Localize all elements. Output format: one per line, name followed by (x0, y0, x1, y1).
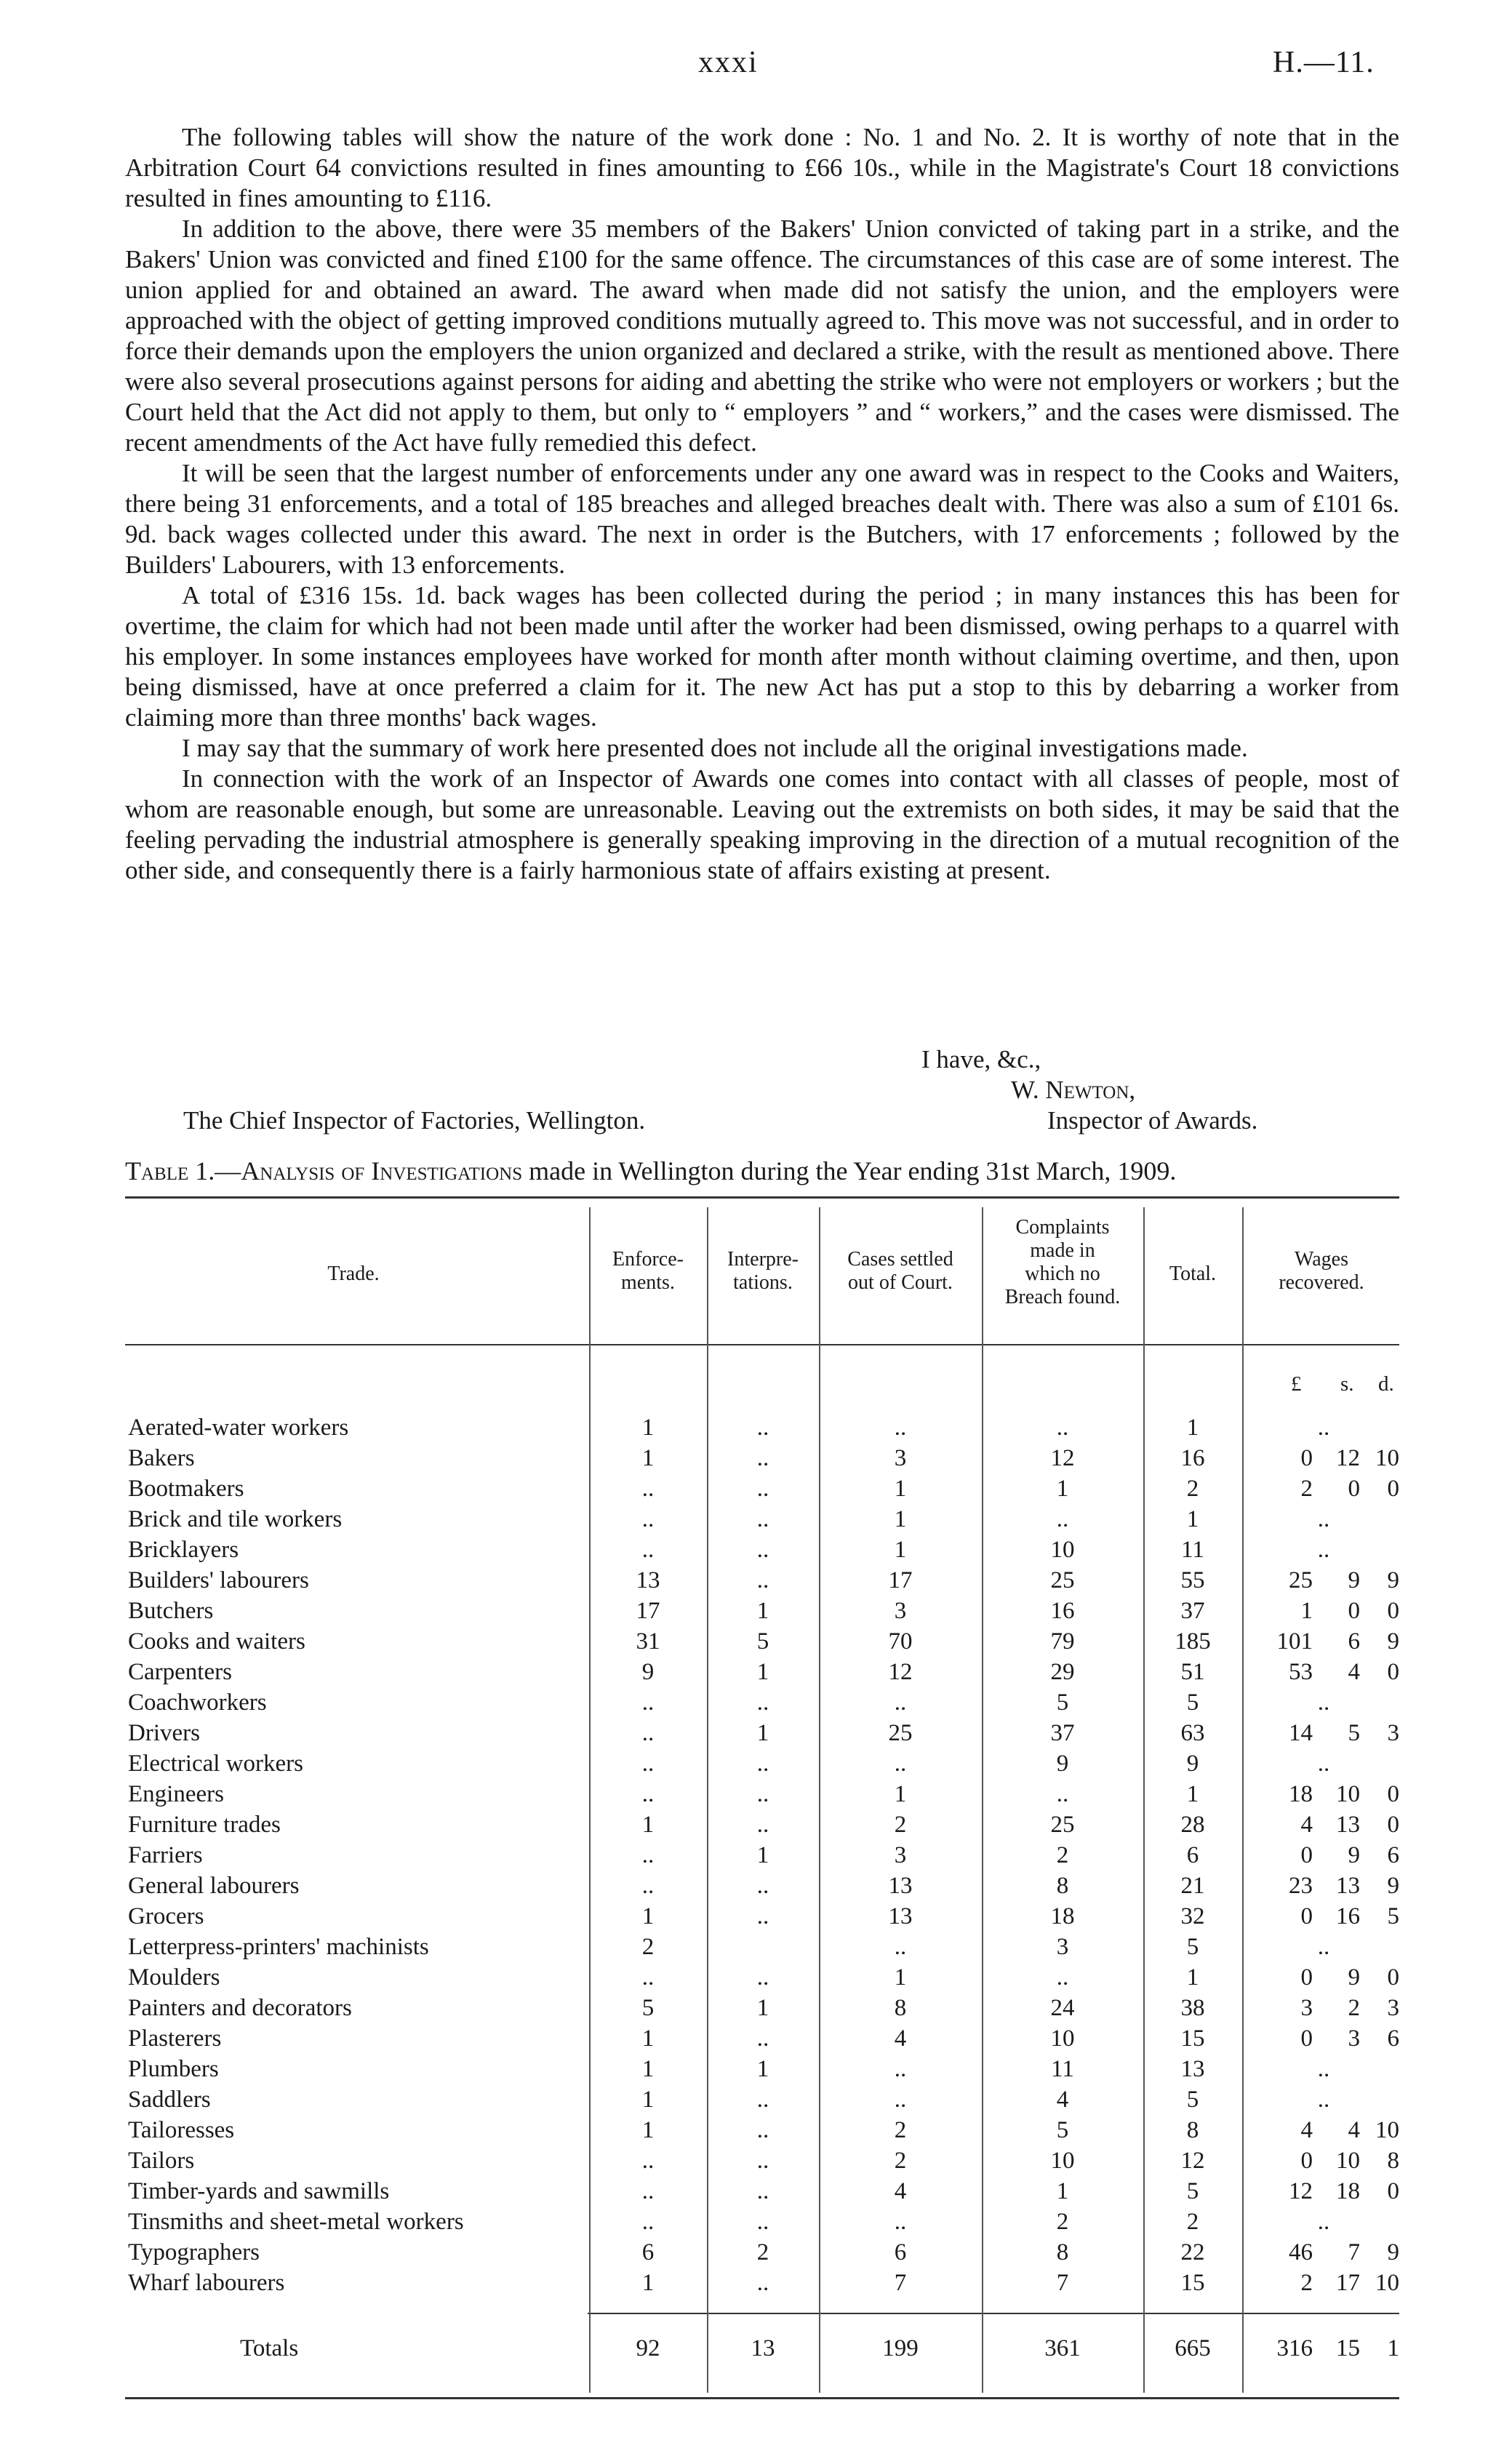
table-row-7-int: 1 (756, 1598, 769, 1624)
table-row-10-com: 5 (1056, 1689, 1069, 1716)
table-row-12-wages: .. (1317, 1751, 1330, 1777)
table-row-4-int: .. (756, 1506, 769, 1532)
table-row-13-trade: Engineers (128, 1781, 224, 1807)
table-row-6-int: .. (756, 1567, 769, 1593)
table-row-19-enf: .. (641, 1964, 655, 1991)
table-row-29-cas: 7 (894, 2270, 907, 2296)
table-title (125, 1156, 1176, 1186)
table-row-26-pence: 0 (1387, 2178, 1399, 2204)
page-number: xxxi (698, 46, 759, 79)
table-row-25-shillings: 10 (1336, 2148, 1360, 2174)
table-bottom-rule (125, 2397, 1399, 2399)
table-row-23-wages: .. (1317, 2087, 1330, 2113)
table-row-22-int: 1 (756, 2056, 769, 2082)
table-row-16-cas: 13 (888, 1873, 913, 1899)
table-row-3-pounds: 2 (1300, 1476, 1313, 1502)
table-row-1-int: .. (756, 1415, 769, 1441)
totals-row-pence: 1 (1387, 2335, 1399, 2361)
table-row-15-pounds: 0 (1300, 1842, 1313, 1868)
table-row-16-pounds: 23 (1289, 1873, 1313, 1899)
table-row-2-int: .. (756, 1445, 769, 1471)
table-row-5-trade: Bricklayers (128, 1537, 239, 1563)
table-row-24-pence: 10 (1375, 2117, 1399, 2143)
totals-top-rule (588, 2313, 1399, 2314)
table-row-8-tot: 185 (1175, 1628, 1211, 1655)
table-title-suffix: made in Wellington during the Year ending 31st March, 1909. (529, 1156, 1177, 1185)
table-row-15-tot: 6 (1186, 1842, 1199, 1868)
table-row-13-int: .. (756, 1781, 769, 1807)
table-row-14-enf: 1 (641, 1812, 655, 1838)
table-row-14-int: .. (756, 1812, 769, 1838)
signatory-name: W. Newton, (1011, 1076, 1136, 1104)
totals-row-pounds: 316 (1276, 2335, 1313, 2361)
table-row-16-pence: 9 (1387, 1873, 1399, 1899)
table-row-4-trade: Brick and tile workers (128, 1506, 343, 1532)
table-row-8-trade: Cooks and waiters (128, 1628, 305, 1655)
table-row-17-tot: 32 (1180, 1903, 1205, 1929)
table-row-24-com: 5 (1056, 2117, 1069, 2143)
table-row-20-cas: 8 (894, 1995, 907, 2021)
totals-row-shillings: 15 (1336, 2335, 1360, 2361)
table-row-1-tot: 1 (1186, 1415, 1199, 1441)
table-row-23-enf: 1 (641, 2087, 655, 2113)
table-row-14-shillings: 13 (1336, 1812, 1360, 1838)
table-row-24-pounds: 4 (1300, 2117, 1313, 2143)
table-row-10-int: .. (756, 1689, 769, 1716)
table-row-9-pence: 0 (1387, 1659, 1399, 1685)
table-row-17-enf: 1 (641, 1903, 655, 1929)
table-row-21-cas: 4 (894, 2025, 907, 2052)
table-row-29-pounds: 2 (1300, 2270, 1313, 2296)
table-row-10-enf: .. (641, 1689, 655, 1716)
table-row-24-cas: 2 (894, 2117, 907, 2143)
table-row-20-pence: 3 (1387, 1995, 1399, 2021)
table-row-20-int: 1 (756, 1995, 769, 2021)
table-row-4-enf: .. (641, 1506, 655, 1532)
table-row-18-enf: 2 (641, 1934, 655, 1960)
signatory-title: Inspector of Awards. (1047, 1106, 1258, 1135)
table-row-7-com: 16 (1050, 1598, 1075, 1624)
table-row-2-pence: 10 (1375, 1445, 1399, 1471)
table-row-23-int: .. (756, 2087, 769, 2113)
table-row-3-enf: .. (641, 1476, 655, 1502)
table-row-27-trade: Tinsmiths and sheet-metal workers (128, 2209, 464, 2235)
table-row-17-pounds: 0 (1300, 1903, 1313, 1929)
table-row-1-enf: 1 (641, 1415, 655, 1441)
table-row-11-int: 1 (756, 1720, 769, 1746)
header-bottom-rule (125, 1344, 1399, 1345)
paragraph-6: In connection with the work of an Inspector of Awards one comes into contact with all classes of people, most of whom are reasonable enough, but some are unreasonable. Leaving out the extremists on both sides, it may be said that the feeling pervading the industrial atmosphere is generally speaking improving in the direction of a mutual recognition of the other side, and consequently there is a fairly harmonious state of affairs existing at present. (125, 764, 1399, 884)
table-row-20-trade: Painters and decorators (128, 1995, 352, 2021)
table-row-14-cas: 2 (894, 1812, 907, 1838)
table-row-3-int: .. (756, 1476, 769, 1502)
table-row-17-pence: 5 (1387, 1903, 1399, 1929)
table-row-28-com: 8 (1056, 2239, 1069, 2265)
table-row-28-int: 2 (756, 2239, 769, 2265)
table-row-3-shillings: 0 (1348, 1476, 1360, 1502)
table-row-4-com: .. (1056, 1506, 1069, 1532)
table-row-27-com: 2 (1056, 2209, 1069, 2235)
table-row-26-tot: 5 (1186, 2178, 1199, 2204)
table-row-2-trade: Bakers (128, 1445, 195, 1471)
column-header-total: Total. (1169, 1263, 1217, 1285)
totals-row-int: 13 (751, 2335, 775, 2361)
table-row-13-enf: .. (641, 1781, 655, 1807)
totals-row-cas: 199 (882, 2335, 919, 2361)
table-row-9-enf: 9 (641, 1659, 655, 1685)
table-row-22-cas: .. (894, 2056, 907, 2082)
table-row-5-enf: .. (641, 1537, 655, 1563)
totals-row-enf: 92 (636, 2335, 660, 2361)
table-row-26-int: .. (756, 2178, 769, 2204)
table-row-24-trade: Tailoresses (128, 2117, 235, 2143)
table-row-29-int: .. (756, 2270, 769, 2296)
table-row-1-com: .. (1056, 1415, 1069, 1441)
table-row-29-trade: Wharf labourers (128, 2270, 285, 2296)
table-row-8-cas: 70 (888, 1628, 913, 1655)
totals-row-tot: 665 (1175, 2335, 1211, 2361)
totals-row-trade: Totals (240, 2335, 299, 2361)
table-row-19-pence: 0 (1387, 1964, 1399, 1991)
table-row-12-trade: Electrical workers (128, 1751, 303, 1777)
table-row-20-tot: 38 (1180, 1995, 1205, 2021)
paragraph-3: It will be seen that the largest number of enforcements under any one award was in respect to the Cooks and Waiters, there being 31 enforcements, and a total of 185 breaches and alleged breaches dealt with. There was also a sum of £101 6s. 9d. back wages collected under this award. The next in order is the Butchers, with 17 enforcements ; followed by the Builders' Labourers, with 13 enforcements. (125, 459, 1399, 579)
table-row-3-com: 1 (1056, 1476, 1069, 1502)
paragraph-1: The following tables will show the nature of the work done : No. 1 and No. 2. It is worthy of note that in the Arbitration Court 64 convictions resulted in fines amounting to £66 10s., while in the Magistrate's Court 18 convictions resulted in fines amounting to £116. (125, 123, 1399, 212)
table-row-17-trade: Grocers (128, 1903, 204, 1929)
column-header-cases_settled: Cases settled out of Court. (847, 1248, 953, 1294)
table-row-10-wages: .. (1317, 1689, 1330, 1716)
table-row-28-pounds: 46 (1289, 2239, 1313, 2265)
table-row-3-tot: 2 (1186, 1476, 1199, 1502)
table-row-11-cas: 25 (888, 1720, 913, 1746)
table-row-17-shillings: 16 (1336, 1903, 1360, 1929)
table-row-13-com: .. (1056, 1781, 1069, 1807)
table-row-19-int: .. (756, 1964, 769, 1991)
table-row-26-pounds: 12 (1289, 2178, 1313, 2204)
report-body (125, 122, 1399, 886)
table-row-11-shillings: 5 (1348, 1720, 1360, 1746)
pence-unit: d. (1378, 1372, 1394, 1396)
table-row-22-enf: 1 (641, 2056, 655, 2082)
table-row-18-tot: 5 (1186, 1934, 1199, 1960)
table-row-18-wages: .. (1317, 1934, 1330, 1960)
table-row-28-pence: 9 (1387, 2239, 1399, 2265)
table-title-prefix: Table 1.—Analysis of Investigations (125, 1156, 523, 1185)
pounds-unit: £ (1291, 1372, 1302, 1396)
table-row-28-shillings: 7 (1348, 2239, 1360, 2265)
table-row-8-pence: 9 (1387, 1628, 1399, 1655)
table-row-2-cas: 3 (894, 1445, 907, 1471)
table-row-23-trade: Saddlers (128, 2087, 211, 2113)
table-row-3-pence: 0 (1387, 1476, 1399, 1502)
shillings-unit: s. (1340, 1372, 1354, 1396)
table-row-15-cas: 3 (894, 1842, 907, 1868)
table-row-6-pounds: 25 (1289, 1567, 1313, 1593)
table-row-21-shillings: 3 (1348, 2025, 1360, 2052)
table-row-10-trade: Coachworkers (128, 1689, 267, 1716)
table-row-7-tot: 37 (1180, 1598, 1205, 1624)
table-row-12-int: .. (756, 1751, 769, 1777)
table-row-8-com: 79 (1050, 1628, 1075, 1655)
column-header-trade: Trade. (327, 1263, 380, 1285)
column-header-wages: Wages recovered. (1279, 1248, 1364, 1294)
table-row-14-pounds: 4 (1300, 1812, 1313, 1838)
table-row-25-int: .. (756, 2148, 769, 2174)
table-row-8-int: 5 (756, 1628, 769, 1655)
table-row-24-int: .. (756, 2117, 769, 2143)
table-row-18-com: 3 (1056, 1934, 1069, 1960)
table-row-15-enf: .. (641, 1842, 655, 1868)
table-row-2-pounds: 0 (1300, 1445, 1313, 1471)
table-row-6-trade: Builders' labourers (128, 1567, 309, 1593)
table-row-19-trade: Moulders (128, 1964, 220, 1991)
table-row-27-cas: .. (894, 2209, 907, 2235)
table-row-16-shillings: 13 (1336, 1873, 1360, 1899)
table-row-19-cas: 1 (894, 1964, 907, 1991)
table-row-9-com: 29 (1050, 1659, 1075, 1685)
table-row-5-int: .. (756, 1537, 769, 1563)
table-row-14-trade: Furniture trades (128, 1812, 281, 1838)
table-row-26-shillings: 18 (1336, 2178, 1360, 2204)
column-header-enforcements: Enforce- ments. (612, 1248, 684, 1294)
table-row-8-enf: 31 (636, 1628, 660, 1655)
table-row-19-shillings: 9 (1348, 1964, 1360, 1991)
table-row-6-pence: 9 (1387, 1567, 1399, 1593)
table-row-7-cas: 3 (894, 1598, 907, 1624)
table-row-14-tot: 28 (1180, 1812, 1205, 1838)
table-row-18-cas: .. (894, 1934, 907, 1960)
table-row-9-pounds: 53 (1289, 1659, 1313, 1685)
table-row-28-enf: 6 (641, 2239, 655, 2265)
table-row-28-cas: 6 (894, 2239, 907, 2265)
table-row-20-com: 24 (1050, 1995, 1075, 2021)
table-row-7-pounds: 1 (1300, 1598, 1313, 1624)
table-row-13-pounds: 18 (1289, 1781, 1313, 1807)
table-row-20-shillings: 2 (1348, 1995, 1360, 2021)
table-row-4-tot: 1 (1186, 1506, 1199, 1532)
table-row-26-com: 1 (1056, 2178, 1069, 2204)
table-row-15-com: 2 (1056, 1842, 1069, 1868)
table-row-25-pence: 8 (1387, 2148, 1399, 2174)
table-row-9-cas: 12 (888, 1659, 913, 1685)
table-row-28-trade: Typographers (128, 2239, 260, 2265)
table-row-6-shillings: 9 (1348, 1567, 1360, 1593)
table-row-21-com: 10 (1050, 2025, 1075, 2052)
table-row-29-enf: 1 (641, 2270, 655, 2296)
table-row-25-cas: 2 (894, 2148, 907, 2174)
table-row-3-cas: 1 (894, 1476, 907, 1502)
table-row-27-enf: .. (641, 2209, 655, 2235)
table-row-22-trade: Plumbers (128, 2056, 219, 2082)
table-row-15-int: 1 (756, 1842, 769, 1868)
table-row-1-cas: .. (894, 1415, 907, 1441)
table-row-16-trade: General labourers (128, 1873, 300, 1899)
paragraph-5: I may say that the summary of work here presented does not include all the original investigations made. (182, 734, 1248, 762)
table-row-21-int: .. (756, 2025, 769, 2052)
table-row-11-com: 37 (1050, 1720, 1075, 1746)
table-row-25-trade: Tailors (128, 2148, 195, 2174)
table-row-23-tot: 5 (1186, 2087, 1199, 2113)
table-row-19-com: .. (1056, 1964, 1069, 1991)
table-row-13-tot: 1 (1186, 1781, 1199, 1807)
table-row-25-pounds: 0 (1300, 2148, 1313, 2174)
table-row-1-wages: .. (1317, 1415, 1330, 1441)
table-row-15-shillings: 9 (1348, 1842, 1360, 1868)
table-row-17-cas: 13 (888, 1903, 913, 1929)
table-row-21-pounds: 0 (1300, 2025, 1313, 2052)
table-row-22-wages: .. (1317, 2056, 1330, 2082)
table-row-5-tot: 11 (1181, 1537, 1204, 1563)
table-row-21-tot: 15 (1180, 2025, 1205, 2052)
table-row-9-trade: Carpenters (128, 1659, 232, 1685)
table-row-12-cas: .. (894, 1751, 907, 1777)
table-row-12-com: 9 (1056, 1751, 1069, 1777)
table-row-7-enf: 17 (636, 1598, 660, 1624)
table-row-8-pounds: 101 (1276, 1628, 1313, 1655)
table-row-13-pence: 0 (1387, 1781, 1399, 1807)
table-row-11-pence: 3 (1387, 1720, 1399, 1746)
table-top-rule (125, 1196, 1399, 1199)
table-row-11-enf: .. (641, 1720, 655, 1746)
table-row-22-com: 11 (1051, 2056, 1074, 2082)
table-row-11-trade: Drivers (128, 1720, 200, 1746)
table-row-17-int: .. (756, 1903, 769, 1929)
table-row-7-trade: Butchers (128, 1598, 214, 1624)
table-row-12-tot: 9 (1186, 1751, 1199, 1777)
document-id: H.—11. (1273, 46, 1375, 79)
table-row-26-enf: .. (641, 2178, 655, 2204)
table-row-26-cas: 4 (894, 2178, 907, 2204)
table-row-16-enf: .. (641, 1873, 655, 1899)
table-row-24-tot: 8 (1186, 2117, 1199, 2143)
table-row-10-cas: .. (894, 1689, 907, 1716)
table-row-25-enf: .. (641, 2148, 655, 2174)
column-rule-6 (1242, 1207, 1244, 2393)
table-row-26-trade: Timber-yards and sawmills (128, 2178, 390, 2204)
table-row-29-com: 7 (1056, 2270, 1069, 2296)
table-row-5-wages: .. (1317, 1537, 1330, 1563)
table-row-7-shillings: 0 (1348, 1598, 1360, 1624)
table-row-4-wages: .. (1317, 1506, 1330, 1532)
table-row-9-tot: 51 (1180, 1659, 1205, 1685)
table-row-10-tot: 5 (1186, 1689, 1199, 1716)
table-row-6-cas: 17 (888, 1567, 913, 1593)
table-row-16-tot: 21 (1180, 1873, 1205, 1899)
table-row-22-tot: 13 (1180, 2056, 1205, 2082)
addressee: The Chief Inspector of Factories, Wellington. (183, 1106, 646, 1135)
table-row-2-shillings: 12 (1336, 1445, 1360, 1471)
table-row-28-tot: 22 (1180, 2239, 1205, 2265)
column-header-interpretations: Interpre- tations. (727, 1248, 799, 1294)
table-row-13-cas: 1 (894, 1781, 907, 1807)
table-row-5-cas: 1 (894, 1537, 907, 1563)
table-row-4-cas: 1 (894, 1506, 907, 1532)
table-row-20-pounds: 3 (1300, 1995, 1313, 2021)
table-row-29-pence: 10 (1375, 2270, 1399, 2296)
table-row-21-enf: 1 (641, 2025, 655, 2052)
table-row-6-enf: 13 (636, 1567, 660, 1593)
table-row-20-enf: 5 (641, 1995, 655, 2021)
table-row-25-com: 10 (1050, 2148, 1075, 2174)
table-row-21-trade: Plasterers (128, 2025, 222, 2052)
table-row-27-int: .. (756, 2209, 769, 2235)
table-row-3-trade: Bootmakers (128, 1476, 244, 1502)
table-row-19-tot: 1 (1186, 1964, 1199, 1991)
table-row-25-tot: 12 (1180, 2148, 1205, 2174)
table-row-14-pence: 0 (1387, 1812, 1399, 1838)
table-row-2-tot: 16 (1180, 1445, 1205, 1471)
table-row-16-int: .. (756, 1873, 769, 1899)
paragraph-2: In addition to the above, there were 35 members of the Bakers' Union convicted of taking part in a strike, and the Bakers' Union was convicted and fined £100 for the same offence. The circumstances of this case are of some interest. The union applied for and obtained an award. The award when made did not satisfy the union, and the employers were approached with the object of getting improved conditions mutually agreed to. This move was not successful, and in order to force their demands upon the employers the union organized and declared a strike, with the result as mentioned above. There were also several prosecutions against persons for aiding and abetting the strike who were not employers or workers ; but the Court held that the Act did not apply to them, but only to “ employers ” and “ workers,” and the cases were dismissed. The recent amendments of the Act have fully remedied this defect. (125, 215, 1399, 457)
table-row-17-com: 18 (1050, 1903, 1075, 1929)
table-row-9-int: 1 (756, 1659, 769, 1685)
table-row-5-com: 10 (1050, 1537, 1075, 1563)
table-row-9-shillings: 4 (1348, 1659, 1360, 1685)
table-row-11-pounds: 14 (1289, 1720, 1313, 1746)
table-row-23-com: 4 (1056, 2087, 1069, 2113)
table-row-2-com: 12 (1050, 1445, 1075, 1471)
table-row-29-tot: 15 (1180, 2270, 1205, 2296)
table-row-29-shillings: 17 (1336, 2270, 1360, 2296)
table-row-27-tot: 2 (1186, 2209, 1199, 2235)
paragraph-4: A total of £316 15s. 1d. back wages has been collected during the period ; in many instances this has been for overtime, the claim for which had not been made until after the worker had been dismissed, owing perhaps to a quarrel with his employer. In some instances employees have worked for month after month without claiming overtime, and then, upon being dismissed, have at once preferred a claim for it. The new Act has put a stop to this by debarring a worker from claiming more than three months' back wages. (125, 581, 1399, 732)
column-header-complaints: Complaints made in which no Breach found. (1004, 1216, 1121, 1308)
table-row-18-trade: Letterpress-printers' machinists (128, 1934, 429, 1960)
table-row-24-enf: 1 (641, 2117, 655, 2143)
table-row-16-com: 8 (1056, 1873, 1069, 1899)
table-row-6-com: 25 (1050, 1567, 1075, 1593)
table-row-23-cas: .. (894, 2087, 907, 2113)
table-row-8-shillings: 6 (1348, 1628, 1360, 1655)
table-row-6-tot: 55 (1180, 1567, 1205, 1593)
closing-line: I have, &c., (921, 1045, 1041, 1073)
table-row-19-pounds: 0 (1300, 1964, 1313, 1991)
table-row-2-enf: 1 (641, 1445, 655, 1471)
table-row-27-wages: .. (1317, 2209, 1330, 2235)
table-row-15-pence: 6 (1387, 1842, 1399, 1868)
table-row-11-tot: 63 (1180, 1720, 1205, 1746)
table-row-21-pence: 6 (1387, 2025, 1399, 2052)
table-row-7-pence: 0 (1387, 1598, 1399, 1624)
totals-row-com: 361 (1044, 2335, 1081, 2361)
table-row-15-trade: Farriers (128, 1842, 203, 1868)
table-row-14-com: 25 (1050, 1812, 1075, 1838)
table-row-12-enf: .. (641, 1751, 655, 1777)
table-row-1-trade: Aerated-water workers (128, 1415, 349, 1441)
table-row-13-shillings: 10 (1336, 1781, 1360, 1807)
table-row-24-shillings: 4 (1348, 2117, 1360, 2143)
